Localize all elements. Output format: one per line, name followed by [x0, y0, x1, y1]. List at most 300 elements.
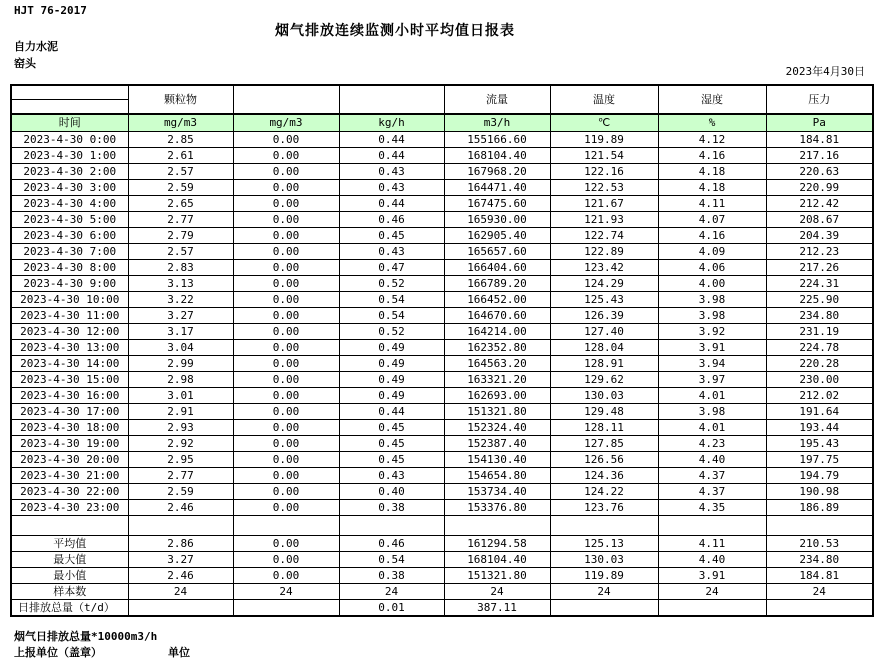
cell: 164214.00	[444, 324, 550, 340]
cell: 2.65	[128, 196, 233, 212]
cell: 0.43	[339, 468, 444, 484]
cell: 195.43	[766, 436, 873, 452]
table-row	[11, 228, 873, 244]
cell	[444, 516, 550, 536]
table-row	[11, 260, 873, 276]
cell: 3.27	[128, 308, 233, 324]
cell: 2.59	[128, 180, 233, 196]
cell: 0.45	[339, 420, 444, 436]
cell: 2023-4-30 23:00	[11, 500, 128, 516]
cell: 3.17	[128, 324, 233, 340]
cell: 0.49	[339, 388, 444, 404]
unit-header-mgm3-2: mg/m3	[233, 114, 339, 132]
unit-header-row	[11, 114, 873, 132]
cell: 4.18	[658, 164, 766, 180]
cell: 167475.60	[444, 196, 550, 212]
cell: 日排放总量（t/d）	[11, 600, 128, 617]
cell: 166452.00	[444, 292, 550, 308]
cell: 124.29	[550, 276, 658, 292]
unit-label: 单位	[168, 646, 190, 659]
cell: 0.00	[233, 212, 339, 228]
cell: 4.40	[658, 452, 766, 468]
cell: 4.01	[658, 388, 766, 404]
group-header-pm: 颗粒物	[128, 85, 233, 114]
cell: 0.38	[339, 568, 444, 584]
cell: 2.99	[128, 356, 233, 372]
cell: 217.16	[766, 148, 873, 164]
cell: 0.43	[339, 164, 444, 180]
cell: 0.00	[233, 308, 339, 324]
cell: 0.54	[339, 292, 444, 308]
cell: 2.83	[128, 260, 233, 276]
cell: 0.52	[339, 324, 444, 340]
cell: 3.97	[658, 372, 766, 388]
cell: 4.11	[658, 536, 766, 552]
unit-header-pa: Pa	[766, 114, 873, 132]
cell	[233, 516, 339, 536]
site-name: 窑头	[14, 57, 36, 70]
cell: 224.78	[766, 340, 873, 356]
cell: 样本数	[11, 584, 128, 600]
unit-header-celsius: ℃	[550, 114, 658, 132]
cell: 212.42	[766, 196, 873, 212]
cell: 0.44	[339, 196, 444, 212]
table-row	[11, 180, 873, 196]
cell: 190.98	[766, 484, 873, 500]
cell: 0.00	[233, 452, 339, 468]
cell: 0.00	[233, 164, 339, 180]
standard-code: HJT 76-2017	[14, 4, 87, 17]
cell: 164670.60	[444, 308, 550, 324]
cell: 3.94	[658, 356, 766, 372]
cell	[128, 516, 233, 536]
table-row	[11, 552, 873, 568]
cell: 128.91	[550, 356, 658, 372]
table-row	[11, 308, 873, 324]
cell: 4.12	[658, 132, 766, 148]
unit-header-percent: %	[658, 114, 766, 132]
cell: 121.67	[550, 196, 658, 212]
cell: 0.01	[339, 600, 444, 617]
cell: 0.38	[339, 500, 444, 516]
cell: 153734.40	[444, 484, 550, 500]
cell	[658, 516, 766, 536]
cell: 最大值	[11, 552, 128, 568]
cell: 0.49	[339, 372, 444, 388]
cell: 166404.60	[444, 260, 550, 276]
table-row	[11, 148, 873, 164]
cell: 129.62	[550, 372, 658, 388]
cell: 154654.80	[444, 468, 550, 484]
cell: 4.09	[658, 244, 766, 260]
cell: 2023-4-30 11:00	[11, 308, 128, 324]
cell: 0.45	[339, 452, 444, 468]
cell: 2023-4-30 12:00	[11, 324, 128, 340]
cell: 24	[444, 584, 550, 600]
cell: 0.43	[339, 244, 444, 260]
cell: 0.47	[339, 260, 444, 276]
cell: 2.57	[128, 244, 233, 260]
cell: 194.79	[766, 468, 873, 484]
cell: 0.00	[233, 260, 339, 276]
table-row	[11, 196, 873, 212]
cell: 最小值	[11, 568, 128, 584]
cell: 4.23	[658, 436, 766, 452]
cell: 163321.20	[444, 372, 550, 388]
cell: 0.00	[233, 372, 339, 388]
cell: 4.37	[658, 468, 766, 484]
unit-header-time: 时间	[11, 114, 128, 132]
cell: 0.00	[233, 324, 339, 340]
table-row	[11, 452, 873, 468]
cell: 121.93	[550, 212, 658, 228]
reporting-unit-label: 上报单位（盖章）	[14, 646, 102, 659]
cell: 127.40	[550, 324, 658, 340]
cell: 0.00	[233, 552, 339, 568]
cell: 2.91	[128, 404, 233, 420]
cell: 3.98	[658, 292, 766, 308]
table-row	[11, 132, 873, 148]
cell: 230.00	[766, 372, 873, 388]
cell: 121.54	[550, 148, 658, 164]
cell: 162693.00	[444, 388, 550, 404]
cell: 4.16	[658, 148, 766, 164]
cell: 2023-4-30 19:00	[11, 436, 128, 452]
cell: 208.67	[766, 212, 873, 228]
cell: 123.76	[550, 500, 658, 516]
cell: 0.00	[233, 196, 339, 212]
cell: 217.26	[766, 260, 873, 276]
table-row	[11, 404, 873, 420]
summary-rows	[11, 536, 873, 617]
cell: 2.98	[128, 372, 233, 388]
total-emission-note: 烟气日排放总量*10000m3/h	[14, 630, 158, 643]
cell: 2023-4-30 4:00	[11, 196, 128, 212]
cell: 123.42	[550, 260, 658, 276]
table-row	[11, 324, 873, 340]
cell: 186.89	[766, 500, 873, 516]
cell: 2.57	[128, 164, 233, 180]
cell: 2023-4-30 18:00	[11, 420, 128, 436]
cell: 0.00	[233, 568, 339, 584]
cell: 210.53	[766, 536, 873, 552]
cell: 122.74	[550, 228, 658, 244]
cell: 3.98	[658, 308, 766, 324]
cell: 125.13	[550, 536, 658, 552]
cell: 387.11	[444, 600, 550, 617]
cell: 24	[766, 584, 873, 600]
cell: 0.00	[233, 468, 339, 484]
cell	[766, 516, 873, 536]
split-bottom-cell	[12, 100, 128, 113]
cell: 0.00	[233, 500, 339, 516]
cell: 130.03	[550, 552, 658, 568]
table-row	[11, 420, 873, 436]
cell: 165930.00	[444, 212, 550, 228]
cell: 0.00	[233, 148, 339, 164]
table-row	[11, 536, 873, 552]
table-row	[11, 356, 873, 372]
hourly-rows	[11, 132, 873, 516]
monitoring-table	[10, 84, 874, 617]
cell: 3.98	[658, 404, 766, 420]
cell: 2.46	[128, 500, 233, 516]
cell: 4.35	[658, 500, 766, 516]
cell: 2023-4-30 3:00	[11, 180, 128, 196]
cell: 24	[128, 584, 233, 600]
table-row	[11, 244, 873, 260]
cell: 2.61	[128, 148, 233, 164]
cell: 2.77	[128, 212, 233, 228]
cell: 152387.40	[444, 436, 550, 452]
cell: 0.00	[233, 536, 339, 552]
cell: 129.48	[550, 404, 658, 420]
cell	[766, 600, 873, 617]
cell: 204.39	[766, 228, 873, 244]
group-header-temperature: 温度	[550, 85, 658, 114]
cell: 24	[658, 584, 766, 600]
table-row	[11, 436, 873, 452]
cell: 2023-4-30 17:00	[11, 404, 128, 420]
unit-header-mgm3-1: mg/m3	[128, 114, 233, 132]
unit-header-kgh: kg/h	[339, 114, 444, 132]
report-date: 2023年4月30日	[785, 65, 865, 78]
cell: 0.00	[233, 340, 339, 356]
cell: 2023-4-30 6:00	[11, 228, 128, 244]
cell: 225.90	[766, 292, 873, 308]
cell: 220.99	[766, 180, 873, 196]
cell: 126.39	[550, 308, 658, 324]
cell: 2023-4-30 9:00	[11, 276, 128, 292]
cell: 167968.20	[444, 164, 550, 180]
cell: 2023-4-30 1:00	[11, 148, 128, 164]
cell: 122.89	[550, 244, 658, 260]
cell: 0.54	[339, 552, 444, 568]
cell: 3.27	[128, 552, 233, 568]
cell: 127.85	[550, 436, 658, 452]
company-name: 自力水泥	[14, 40, 58, 53]
cell: 2.95	[128, 452, 233, 468]
cell: 2.59	[128, 484, 233, 500]
cell: 2023-4-30 10:00	[11, 292, 128, 308]
spacer-rows	[11, 516, 873, 536]
cell: 212.02	[766, 388, 873, 404]
cell: 0.00	[233, 244, 339, 260]
cell: 162352.80	[444, 340, 550, 356]
cell: 2.93	[128, 420, 233, 436]
blank-row	[11, 516, 873, 536]
cell: 0.00	[233, 356, 339, 372]
cell: 151321.80	[444, 568, 550, 584]
cell: 4.11	[658, 196, 766, 212]
cell: 3.13	[128, 276, 233, 292]
cell: 0.40	[339, 484, 444, 500]
cell: 164471.40	[444, 180, 550, 196]
cell: 3.91	[658, 340, 766, 356]
cell: 126.56	[550, 452, 658, 468]
cell	[550, 600, 658, 617]
cell	[11, 516, 128, 536]
table-row	[11, 468, 873, 484]
group-header-row	[11, 85, 873, 114]
cell	[550, 516, 658, 536]
cell: 0.00	[233, 132, 339, 148]
cell: 4.06	[658, 260, 766, 276]
table-row	[11, 500, 873, 516]
table-row	[11, 568, 873, 584]
cell: 2023-4-30 2:00	[11, 164, 128, 180]
cell: 4.18	[658, 180, 766, 196]
cell: 0.00	[233, 180, 339, 196]
cell: 0.45	[339, 228, 444, 244]
cell: 2023-4-30 0:00	[11, 132, 128, 148]
cell: 0.00	[233, 484, 339, 500]
cell: 0.43	[339, 180, 444, 196]
table-row	[11, 276, 873, 292]
table-row	[11, 484, 873, 500]
cell: 4.16	[658, 228, 766, 244]
cell: 197.75	[766, 452, 873, 468]
table-row	[11, 212, 873, 228]
cell: 0.00	[233, 404, 339, 420]
cell: 2.86	[128, 536, 233, 552]
cell: 2023-4-30 15:00	[11, 372, 128, 388]
cell: 0.44	[339, 132, 444, 148]
table-row	[11, 340, 873, 356]
cell-time-group	[11, 85, 128, 114]
cell: 168104.40	[444, 552, 550, 568]
cell: 184.81	[766, 132, 873, 148]
cell: 152324.40	[444, 420, 550, 436]
cell: 155166.60	[444, 132, 550, 148]
table-row	[11, 292, 873, 308]
cell: 124.22	[550, 484, 658, 500]
cell: 4.00	[658, 276, 766, 292]
cell: 119.89	[550, 568, 658, 584]
cell: 0.00	[233, 436, 339, 452]
cell: 2023-4-30 22:00	[11, 484, 128, 500]
cell: 3.04	[128, 340, 233, 356]
cell: 2.46	[128, 568, 233, 584]
table-row	[11, 388, 873, 404]
cell	[658, 600, 766, 617]
cell: 0.44	[339, 404, 444, 420]
table-row	[11, 584, 873, 600]
cell: 224.31	[766, 276, 873, 292]
cell: 164563.20	[444, 356, 550, 372]
unit-header-m3h: m3/h	[444, 114, 550, 132]
cell: 154130.40	[444, 452, 550, 468]
cell	[128, 600, 233, 617]
cell: 231.19	[766, 324, 873, 340]
cell: 0.44	[339, 148, 444, 164]
group-header-empty-1	[233, 85, 339, 114]
cell: 3.01	[128, 388, 233, 404]
cell: 4.01	[658, 420, 766, 436]
cell: 0.00	[233, 388, 339, 404]
cell: 0.49	[339, 340, 444, 356]
cell: 3.92	[658, 324, 766, 340]
cell: 125.43	[550, 292, 658, 308]
cell: 2023-4-30 14:00	[11, 356, 128, 372]
page-title: 烟气排放连续监测小时平均值日报表	[275, 23, 515, 39]
cell: 220.63	[766, 164, 873, 180]
cell: 4.37	[658, 484, 766, 500]
cell: 2.92	[128, 436, 233, 452]
cell: 212.23	[766, 244, 873, 260]
cell: 2023-4-30 21:00	[11, 468, 128, 484]
cell: 0.00	[233, 420, 339, 436]
cell: 3.91	[658, 568, 766, 584]
cell: 130.03	[550, 388, 658, 404]
cell: 平均值	[11, 536, 128, 552]
cell: 193.44	[766, 420, 873, 436]
cell: 0.52	[339, 276, 444, 292]
cell: 0.46	[339, 536, 444, 552]
cell: 191.64	[766, 404, 873, 420]
cell: 2023-4-30 13:00	[11, 340, 128, 356]
cell: 2023-4-30 16:00	[11, 388, 128, 404]
cell: 4.40	[658, 552, 766, 568]
cell: 161294.58	[444, 536, 550, 552]
split-top-cell	[12, 86, 128, 100]
cell	[233, 600, 339, 617]
cell: 4.07	[658, 212, 766, 228]
cell: 234.80	[766, 308, 873, 324]
cell: 2.77	[128, 468, 233, 484]
cell: 151321.80	[444, 404, 550, 420]
cell: 165657.60	[444, 244, 550, 260]
cell: 220.28	[766, 356, 873, 372]
cell: 2.85	[128, 132, 233, 148]
cell: 24	[550, 584, 658, 600]
group-header-flow: 流量	[444, 85, 550, 114]
cell: 0.54	[339, 308, 444, 324]
cell: 0.00	[233, 276, 339, 292]
group-header-humidity: 湿度	[658, 85, 766, 114]
table-row	[11, 600, 873, 617]
cell: 0.00	[233, 228, 339, 244]
cell: 3.22	[128, 292, 233, 308]
cell: 119.89	[550, 132, 658, 148]
cell: 128.04	[550, 340, 658, 356]
table-row	[11, 164, 873, 180]
cell: 153376.80	[444, 500, 550, 516]
cell: 2023-4-30 5:00	[11, 212, 128, 228]
cell: 2023-4-30 7:00	[11, 244, 128, 260]
cell: 2023-4-30 8:00	[11, 260, 128, 276]
cell: 0.46	[339, 212, 444, 228]
group-header-pressure: 压力	[766, 85, 873, 114]
cell: 168104.40	[444, 148, 550, 164]
cell: 122.53	[550, 180, 658, 196]
cell: 2.79	[128, 228, 233, 244]
cell: 128.11	[550, 420, 658, 436]
cell: 0.49	[339, 356, 444, 372]
cell: 234.80	[766, 552, 873, 568]
cell: 0.45	[339, 436, 444, 452]
cell: 124.36	[550, 468, 658, 484]
group-header-empty-2	[339, 85, 444, 114]
cell: 184.81	[766, 568, 873, 584]
cell: 122.16	[550, 164, 658, 180]
table-row	[11, 372, 873, 388]
cell: 24	[339, 584, 444, 600]
cell: 166789.20	[444, 276, 550, 292]
cell: 2023-4-30 20:00	[11, 452, 128, 468]
cell: 0.00	[233, 292, 339, 308]
cell	[339, 516, 444, 536]
